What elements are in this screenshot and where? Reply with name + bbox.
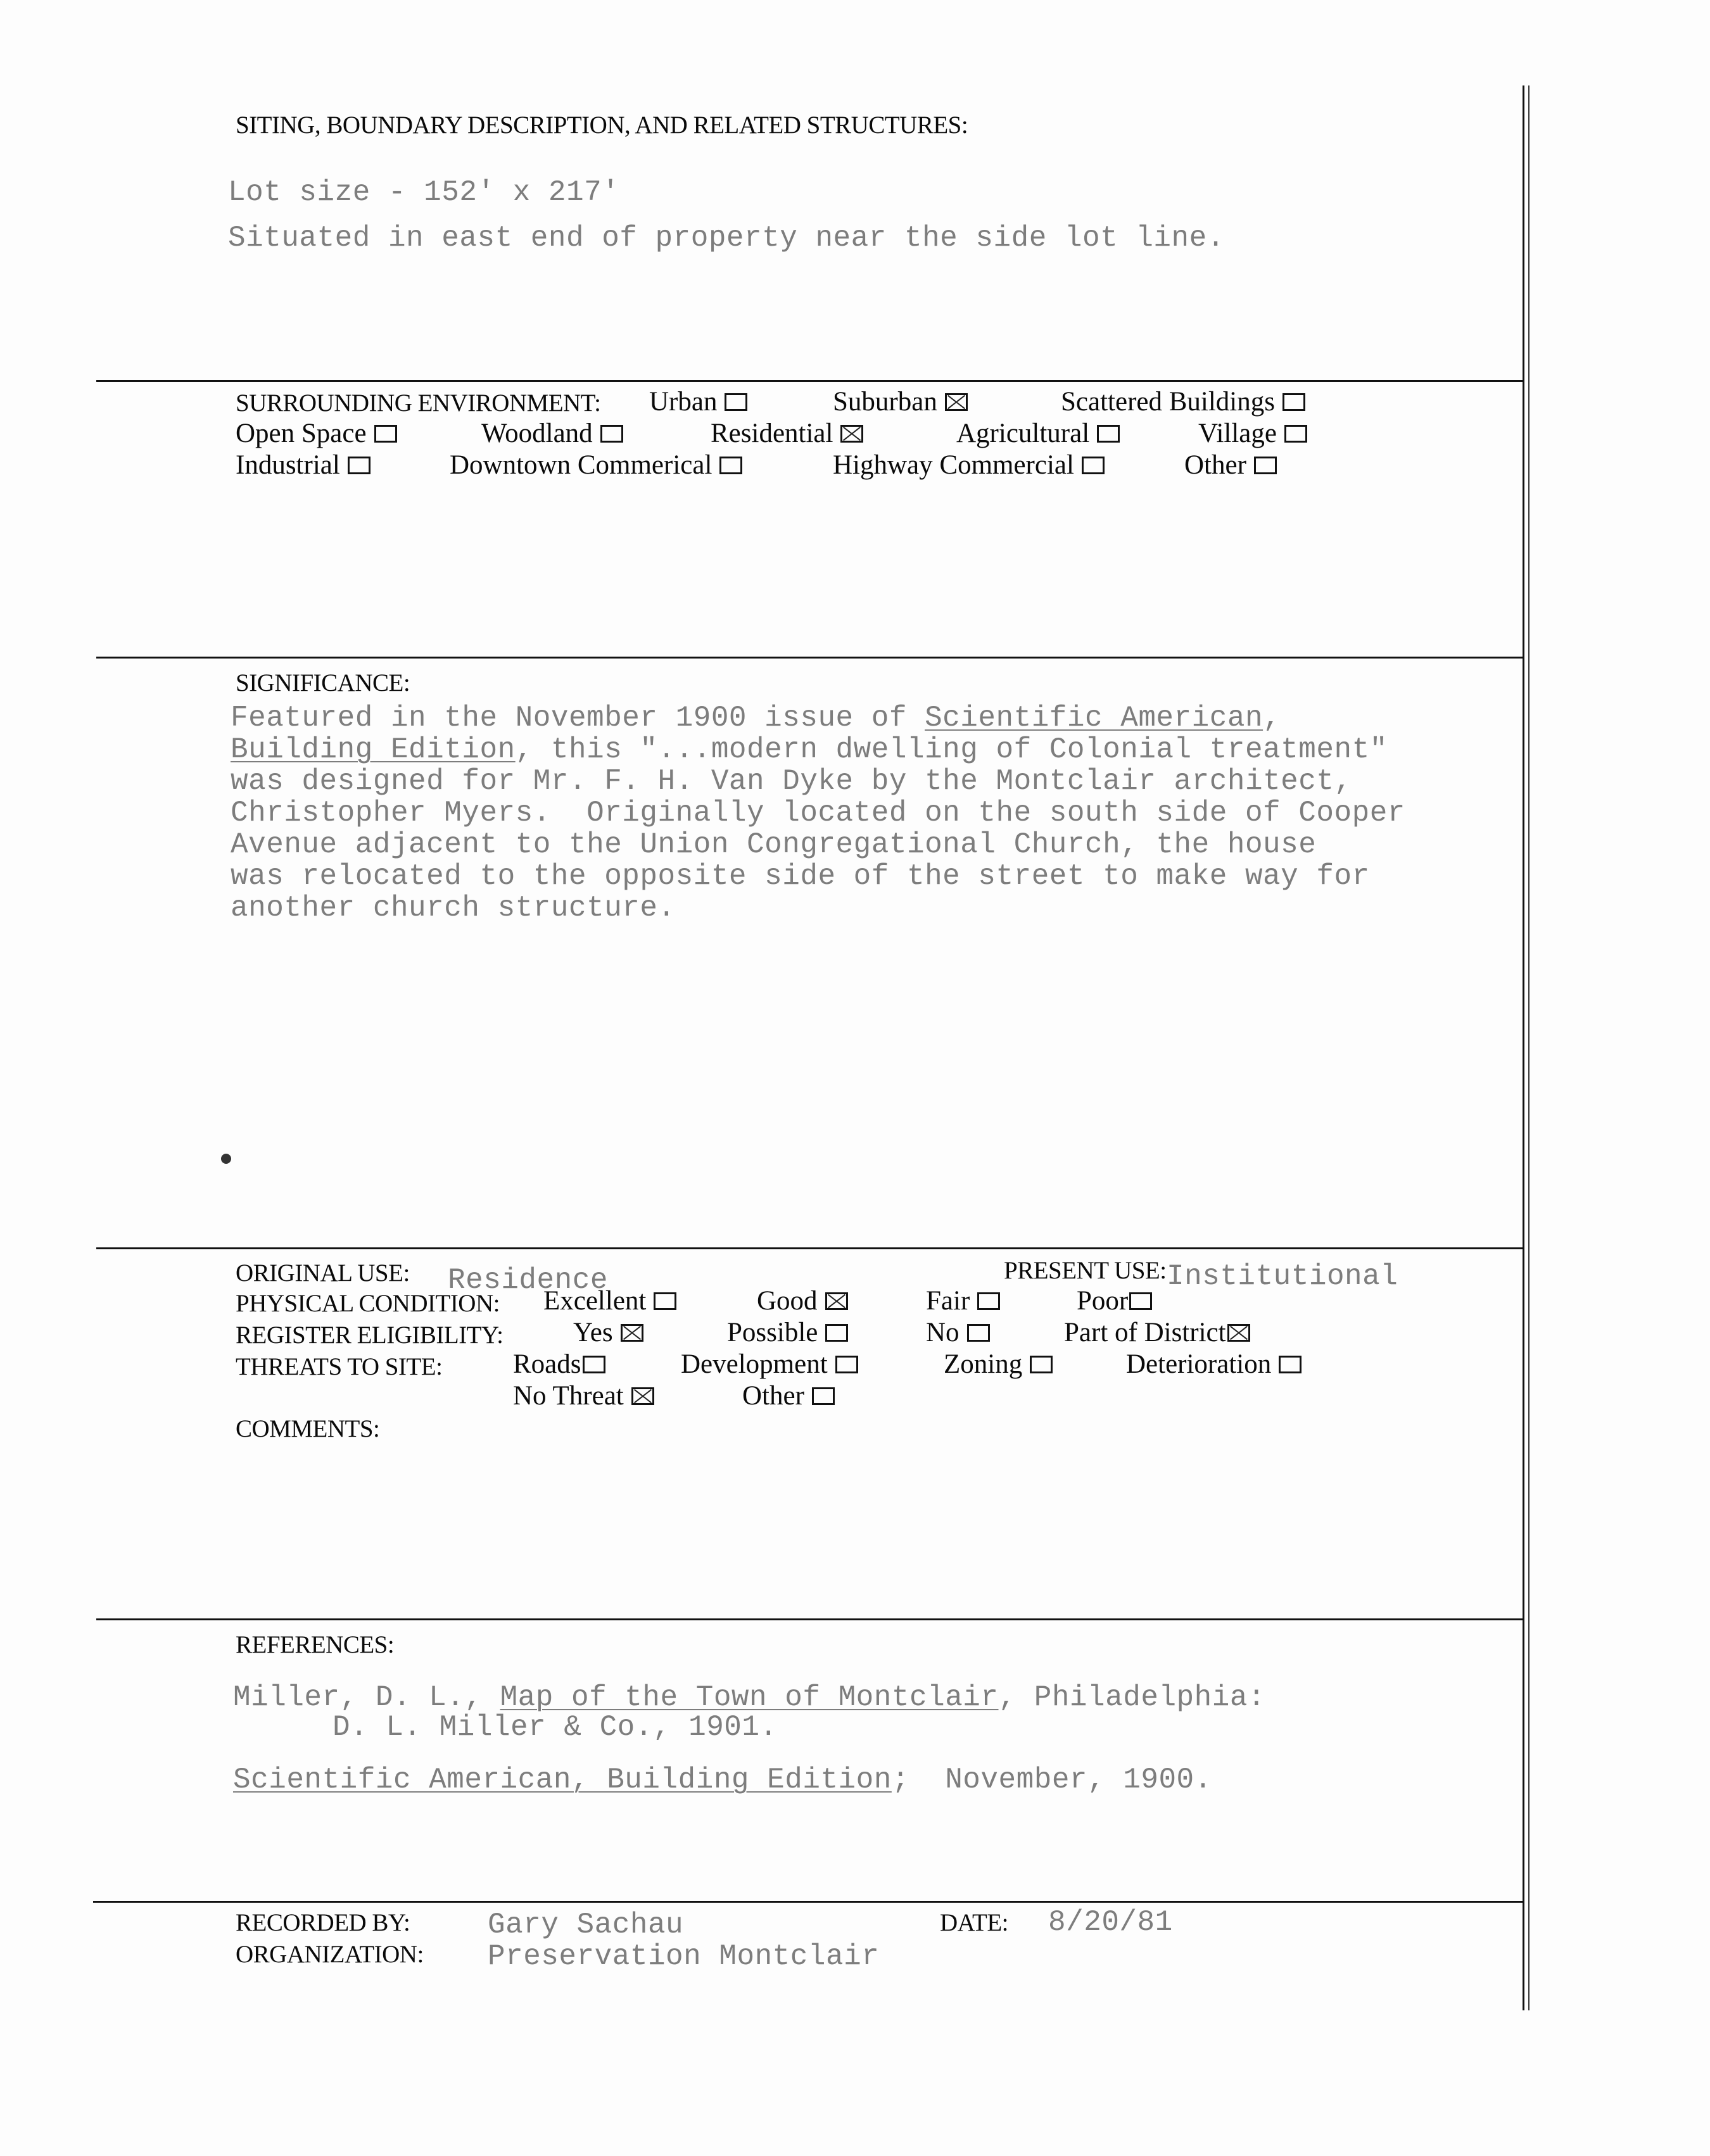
threat-option-no-threat[interactable]	[513, 1380, 654, 1411]
checkbox-downtown-commercial[interactable]	[719, 457, 742, 474]
recorded-by-value: Gary Sachau	[488, 1908, 684, 1941]
checkbox-roads[interactable]	[583, 1356, 605, 1373]
register-label: Part of District	[1064, 1318, 1226, 1347]
checkbox-highway-commercial[interactable]	[1082, 457, 1105, 474]
original-use-label: ORIGINAL USE:	[236, 1259, 410, 1287]
env-option-label: Downtown Commerical	[450, 450, 712, 480]
siting-lot-size: Lot size - 152' x 217'	[228, 176, 620, 209]
register-option-yes[interactable]	[573, 1317, 643, 1348]
significance-line-3: was designed for Mr. F. H. Van Dyke by the Montclair architect,	[231, 765, 1352, 798]
env-option-downtown-commercial[interactable]	[450, 450, 742, 481]
present-use-value: Institutional	[1167, 1260, 1398, 1293]
env-option-industrial[interactable]	[236, 450, 370, 481]
condition-label: Poor	[1077, 1286, 1129, 1316]
reference-2	[233, 1763, 1212, 1796]
ref-text: , Philadelphia:	[998, 1681, 1266, 1714]
condition-option-excellent[interactable]	[543, 1285, 676, 1316]
present-use-label: PRESENT USE:	[1004, 1257, 1167, 1284]
right-border-line	[1523, 85, 1530, 2010]
register-option-no[interactable]	[926, 1317, 990, 1348]
threat-label: No Threat	[513, 1381, 624, 1411]
register-label: Yes	[573, 1318, 613, 1347]
checkbox-part-of-district[interactable]	[1227, 1324, 1250, 1342]
env-option-woodland[interactable]	[481, 418, 623, 449]
threat-option-zoning[interactable]	[944, 1349, 1053, 1380]
divider-4	[96, 1618, 1523, 1620]
threats-label: THREATS TO SITE:	[236, 1353, 443, 1380]
siting-heading: SITING, BOUNDARY DESCRIPTION, AND RELATED STRUCTURES:	[236, 111, 968, 139]
env-option-village[interactable]	[1198, 418, 1307, 449]
original-use-value: Residence	[448, 1264, 608, 1297]
significance-line-7: another church structure.	[231, 892, 676, 924]
env-option-residential[interactable]	[711, 418, 863, 449]
significance-line-2	[231, 733, 1388, 766]
threat-label: Other	[742, 1381, 804, 1411]
register-option-possible[interactable]	[727, 1317, 848, 1348]
condition-option-fair[interactable]	[926, 1285, 1000, 1316]
checkbox-deterioration[interactable]	[1279, 1356, 1302, 1373]
significance-line-6: was relocated to the opposite side of the street to make way for	[231, 860, 1370, 893]
env-option-agricultural[interactable]	[956, 418, 1120, 449]
threat-label: Zoning	[944, 1349, 1023, 1379]
reference-1-line-2: D. L. Miller & Co., 1901.	[332, 1711, 778, 1744]
sig-text: , this "...modern dwelling of Colonial treatment"	[515, 733, 1388, 766]
significance-heading: SIGNIFICANCE:	[236, 669, 410, 697]
register-label: No	[926, 1318, 960, 1347]
date-value: 8/20/81	[1048, 1906, 1173, 1939]
threat-option-roads[interactable]	[513, 1349, 605, 1380]
checkbox-fair[interactable]	[977, 1292, 1000, 1310]
env-option-label: Scattered Buildings	[1061, 387, 1275, 417]
env-option-label: Residential	[711, 419, 833, 448]
divider-2	[96, 657, 1523, 659]
checkbox-urban[interactable]	[725, 393, 747, 411]
checkbox-village[interactable]	[1284, 425, 1307, 443]
checkbox-agricultural[interactable]	[1097, 425, 1120, 443]
checkbox-possible[interactable]	[825, 1324, 848, 1342]
env-option-label: Suburban	[833, 387, 937, 417]
condition-label: Excellent	[543, 1286, 647, 1316]
register-label: Possible	[727, 1318, 818, 1347]
condition-label: Good	[757, 1286, 818, 1316]
env-option-highway-commercial[interactable]	[833, 450, 1105, 481]
checkbox-scattered-buildings[interactable]	[1282, 393, 1305, 411]
threat-option-other[interactable]	[742, 1380, 835, 1411]
env-option-label: Industrial	[236, 450, 340, 480]
threat-label: Roads	[513, 1349, 581, 1379]
env-option-label: Agricultural	[956, 419, 1090, 448]
env-option-scattered-buildings[interactable]	[1061, 386, 1305, 417]
checkbox-industrial[interactable]	[348, 457, 370, 474]
env-option-label: Village	[1198, 419, 1277, 448]
threat-label: Development	[681, 1349, 828, 1379]
threat-option-development[interactable]	[681, 1349, 858, 1380]
checkbox-residential[interactable]	[840, 425, 863, 443]
checkbox-excellent[interactable]	[654, 1292, 676, 1310]
checkbox-env-other[interactable]	[1254, 457, 1277, 474]
reference-1-line-1	[233, 1681, 1265, 1714]
significance-line-1	[231, 702, 1281, 734]
checkbox-no-threat[interactable]	[631, 1387, 654, 1405]
physical-condition-label: PHYSICAL CONDITION:	[236, 1290, 500, 1317]
env-option-label: Highway Commercial	[833, 450, 1074, 480]
env-option-suburban[interactable]	[833, 386, 968, 417]
ref-title-underlined: Map of the Town of Montclair	[500, 1681, 999, 1714]
env-option-label: Open Space	[236, 419, 367, 448]
register-eligibility-label: REGISTER ELIGIBILITY:	[236, 1321, 504, 1349]
checkbox-development[interactable]	[835, 1356, 858, 1373]
condition-label: Fair	[926, 1286, 970, 1316]
threat-option-deterioration[interactable]	[1126, 1349, 1302, 1380]
divider-5	[93, 1901, 1523, 1903]
ref-text: ; November, 1900.	[891, 1763, 1212, 1796]
ref-title-underlined: Scientific American, Building Edition	[233, 1763, 892, 1796]
checkbox-suburban[interactable]	[945, 393, 968, 411]
sig-text: Featured in the November 1900 issue of	[231, 702, 925, 734]
checkbox-poor[interactable]	[1129, 1292, 1152, 1310]
checkbox-yes[interactable]	[621, 1324, 643, 1342]
divider-3	[96, 1247, 1523, 1249]
checkbox-open-space[interactable]	[374, 425, 397, 443]
punch-mark	[221, 1154, 231, 1164]
env-option-label: Urban	[649, 387, 718, 417]
env-option-urban[interactable]	[649, 386, 747, 417]
env-option-label: Other	[1184, 450, 1246, 480]
organization-label: ORGANIZATION:	[236, 1941, 424, 1968]
divider-1	[96, 380, 1523, 382]
significance-line-5: Avenue adjacent to the Union Congregational Church, the house	[231, 828, 1317, 861]
ref-text: Miller, D. L.,	[233, 1681, 500, 1714]
sig-title-underlined: Building Edition	[231, 733, 516, 766]
condition-option-good[interactable]	[757, 1285, 848, 1316]
checkbox-no[interactable]	[967, 1324, 990, 1342]
organization-value: Preservation Montclair	[488, 1940, 880, 1973]
comments-label: COMMENTS:	[236, 1415, 380, 1442]
checkbox-threat-other[interactable]	[812, 1387, 835, 1405]
register-option-part-of-district[interactable]	[1064, 1317, 1250, 1348]
references-heading: REFERENCES:	[236, 1631, 395, 1658]
env-option-other[interactable]	[1184, 450, 1277, 481]
env-option-label: Woodland	[481, 419, 593, 448]
sig-title-underlined: Scientific American	[925, 702, 1264, 734]
sig-text: ,	[1263, 702, 1281, 734]
environment-heading: SURROUNDING ENVIRONMENT:	[236, 389, 601, 417]
checkbox-woodland[interactable]	[600, 425, 623, 443]
env-option-open-space[interactable]	[236, 418, 397, 449]
recorded-by-label: RECORDED BY:	[236, 1909, 410, 1936]
checkbox-zoning[interactable]	[1030, 1356, 1053, 1373]
condition-option-poor[interactable]	[1077, 1285, 1152, 1316]
date-label: DATE:	[940, 1909, 1008, 1936]
siting-description: Situated in east end of property near the side lot line.	[228, 222, 1225, 255]
threat-label: Deterioration	[1126, 1349, 1272, 1379]
checkbox-good[interactable]	[825, 1292, 848, 1310]
significance-line-4: Christopher Myers. Originally located on the south side of Cooper	[231, 797, 1405, 829]
